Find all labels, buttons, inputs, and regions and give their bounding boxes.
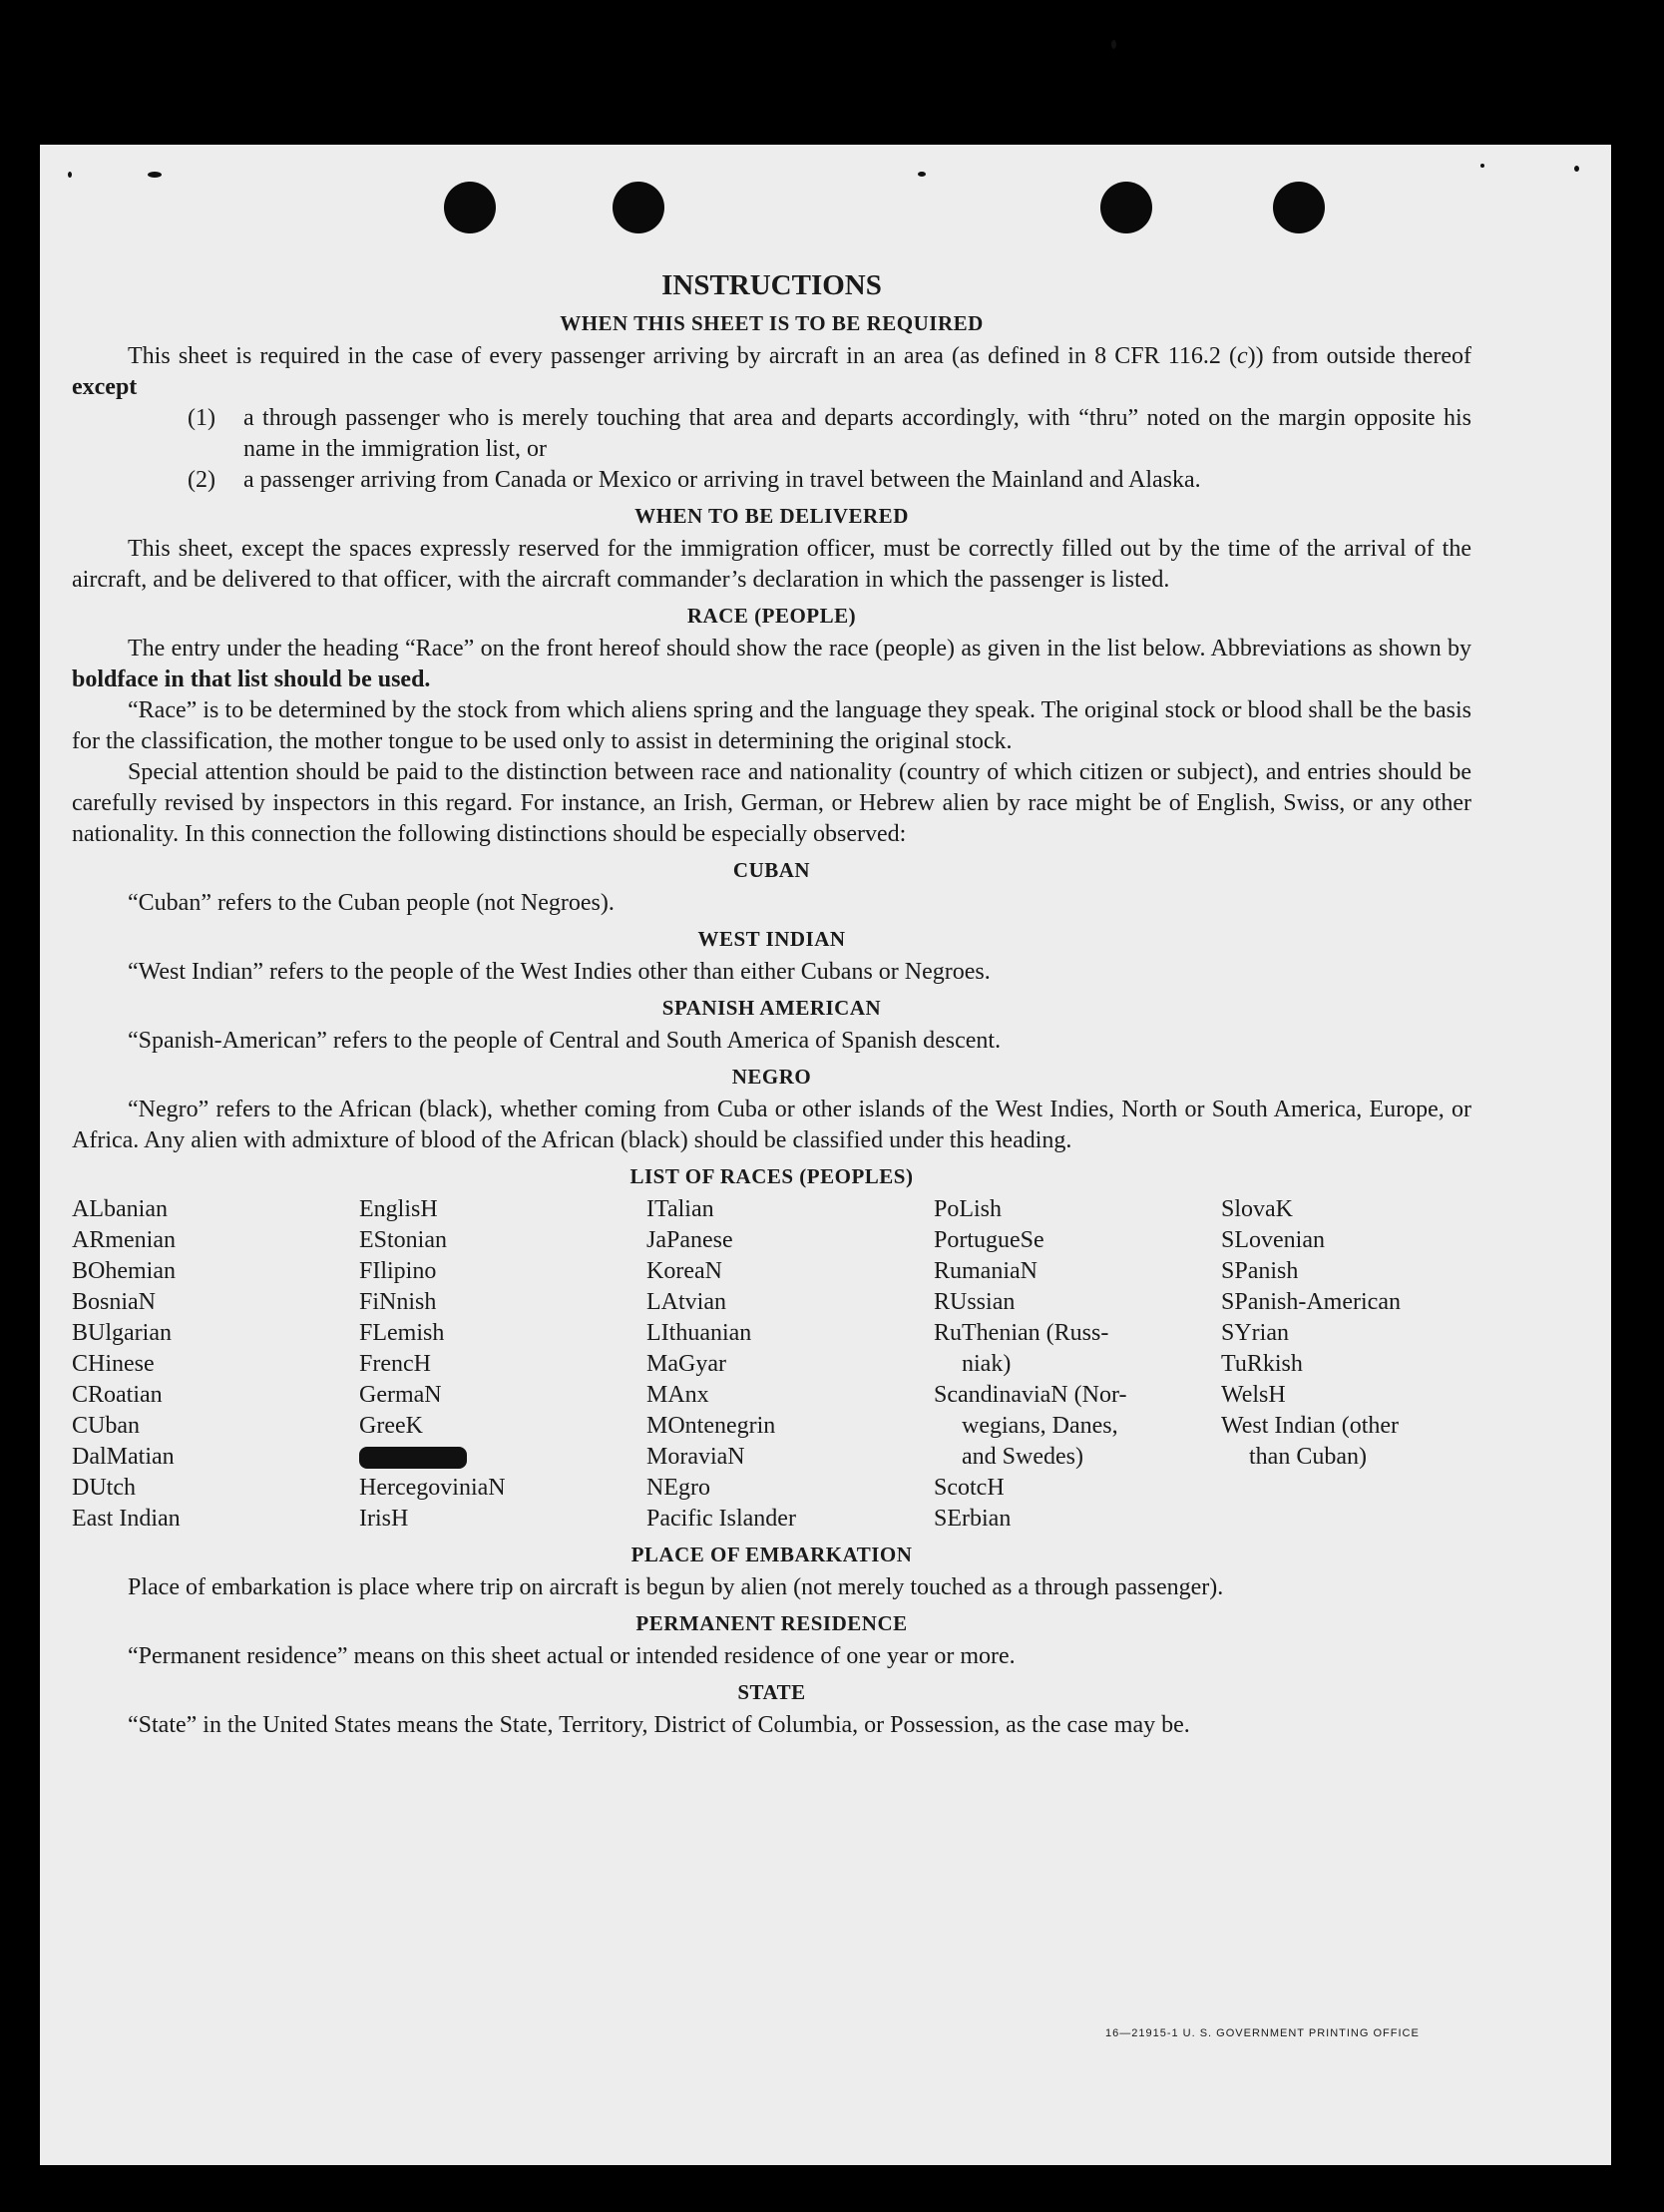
race-item: niak)	[962, 1351, 1012, 1377]
race-item: RUssian	[934, 1289, 1016, 1315]
race-item: EStonian	[359, 1227, 447, 1253]
negro-text: “Negro” refers to the African (black), whether coming from Cuba or other islands of the West Indies, North or South America, Europe, or Africa. Any alien with admixture of blood of the African (black) should be classified under this heading.	[72, 1097, 1471, 1153]
race-column-3	[646, 1194, 934, 1535]
race-list	[72, 1194, 1471, 1535]
race-item: FIlipino	[359, 1258, 437, 1284]
race-paragraph-1: The entry under the heading “Race” on the front hereof should show the race (people) as given in the list below. Abbreviations as shown by boldface in that list should be used.	[72, 636, 1471, 692]
embarkation-text: Place of embarkation is place where trip on aircraft is begun by alien (not merely touched as a through passenger).	[128, 1574, 1224, 1600]
spanish-american-text: “Spanish-American” refers to the people of Central and South America of Spanish descent.	[128, 1028, 1002, 1054]
speck	[1574, 166, 1579, 172]
race-item: CUban	[72, 1413, 140, 1439]
section-heading-state: STATE	[737, 1680, 806, 1704]
race-column-2	[359, 1194, 646, 1535]
race-item: RumaniaN	[934, 1258, 1038, 1284]
speck	[148, 172, 162, 178]
required-intro: This sheet is required in the case of every passenger arriving by aircraft in an area (as defined in 8 CFR 116.2 (c)) from outside thereof except	[72, 343, 1472, 400]
section-heading-required: WHEN THIS SHEET IS TO BE REQUIRED	[560, 311, 984, 335]
race-item: PoLish	[934, 1196, 1003, 1222]
race-item: East Indian	[72, 1506, 181, 1532]
race-item: LIthuanian	[646, 1320, 752, 1346]
section-heading-race-list: LIST OF RACES (PEOPLES)	[629, 1164, 914, 1188]
race-item: WelsH	[1221, 1382, 1286, 1408]
race-column-5	[1221, 1194, 1470, 1535]
race-item: Pacific Islander	[646, 1506, 796, 1532]
race-item: ARmenian	[72, 1227, 176, 1253]
race-item: FLemish	[359, 1320, 445, 1346]
race-item: HercegoviniaN	[359, 1475, 506, 1501]
section-heading-residence: PERMANENT RESIDENCE	[635, 1611, 908, 1635]
race-item: CRoatian	[72, 1382, 163, 1408]
race-item: IrisH	[359, 1506, 409, 1532]
section-heading-spanish-american: SPANISH AMERICAN	[661, 996, 882, 1020]
race-item: ALbanian	[72, 1196, 168, 1222]
section-heading-cuban: CUBAN	[732, 858, 811, 882]
race-item: MoraviaN	[646, 1444, 745, 1470]
race-item: ScotcH	[934, 1475, 1005, 1501]
race-item: GermaN	[359, 1382, 442, 1408]
race-item: and Swedes)	[962, 1444, 1083, 1470]
race-paragraph-3: Special attention should be paid to the distinction between race and nationality (country of which citizen or subject), and entries should be carefully revised by inspectors in this regard. For instance, an Irish, German, or Hebrew alien by race might be of English, Swiss, or any other nationality. In this connection the following distinctions should be especially observed:	[72, 759, 1471, 847]
race-item: TuRkish	[1221, 1351, 1303, 1377]
race-column-1	[72, 1194, 359, 1535]
race-item: than Cuban)	[1249, 1444, 1367, 1470]
exception-item-1: (1) a through passenger who is merely touching that area and departs accordingly, with “thru” noted on the margin opposite his name in the immigration list, or	[188, 405, 1471, 462]
race-item: SlovaK	[1221, 1196, 1293, 1222]
race-item: MOntenegrin	[646, 1413, 776, 1439]
west-indian-text: “West Indian” refers to the people of the West Indies other than either Cubans or Negroes.	[128, 959, 991, 985]
race-item: BosniaN	[72, 1289, 156, 1315]
section-heading-race: RACE (PEOPLE)	[686, 604, 857, 628]
race-item: MAnx	[646, 1382, 709, 1408]
punch-hole-1	[444, 182, 496, 233]
race-item: SPanish-American	[1221, 1289, 1401, 1315]
punch-hole-3	[1100, 182, 1152, 233]
section-heading-west-indian: WEST INDIAN	[697, 927, 846, 951]
race-item: SErbian	[934, 1506, 1012, 1532]
race-item: SLovenian	[1221, 1227, 1325, 1253]
race-item: EnglisH	[359, 1196, 438, 1222]
punch-hole-2	[613, 182, 664, 233]
speck	[1111, 40, 1116, 49]
race-item: RuThenian (Russ-	[934, 1320, 1109, 1346]
race-item: SYrian	[1221, 1320, 1289, 1346]
cuban-text: “Cuban” refers to the Cuban people (not Negroes).	[128, 890, 615, 916]
race-item: FiNnish	[359, 1289, 437, 1315]
race-item: FrencH	[359, 1351, 431, 1377]
speck	[68, 172, 72, 178]
section-heading-delivered: WHEN TO BE DELIVERED	[634, 504, 909, 528]
race-item: JaPanese	[646, 1227, 733, 1253]
race-item: KoreaN	[646, 1258, 722, 1284]
race-item: ITalian	[646, 1196, 714, 1222]
race-paragraph-2: “Race” is to be determined by the stock from which aliens spring and the language they speak. The original stock or blood shall be the basis for the classification, the mother tongue to be used only to assist in determining the original stock.	[72, 697, 1471, 754]
race-item: LAtvian	[646, 1289, 726, 1315]
state-text: “State” in the United States means the State, Territory, District of Columbia, or Possession, as the case may be.	[128, 1712, 1190, 1738]
race-item: DUtch	[72, 1475, 136, 1501]
race-item: ScandinaviaN (Nor-	[934, 1382, 1127, 1408]
speck	[918, 172, 926, 177]
race-item: West Indian (other	[1221, 1413, 1400, 1439]
section-heading-negro: NEGRO	[731, 1065, 812, 1089]
race-column-4	[934, 1194, 1221, 1535]
section-heading-embarkation: PLACE OF EMBARKATION	[630, 1543, 913, 1566]
race-item: BOhemian	[72, 1258, 176, 1284]
delivered-text: This sheet, except the spaces expressly reserved for the immigration officer, must be correctly filled out by the time of the arrival of the aircraft, and be delivered to that officer, with the aircraft commander’s declaration in which the passenger is listed.	[72, 536, 1471, 593]
redaction-mark	[359, 1447, 467, 1469]
race-item: PortugueSe	[934, 1227, 1044, 1253]
race-item: SPanish	[1221, 1258, 1299, 1284]
residence-text: “Permanent residence” means on this sheet actual or intended residence of one year or more.	[128, 1643, 1016, 1669]
page-title: INSTRUCTIONS	[661, 269, 882, 301]
speck	[1480, 164, 1484, 168]
race-item: wegians, Danes,	[962, 1413, 1118, 1439]
race-item: CHinese	[72, 1351, 155, 1377]
race-item: GreeK	[359, 1413, 423, 1439]
instructions-content	[72, 267, 1471, 1741]
race-item: DalMatian	[72, 1444, 175, 1470]
race-item: NEgro	[646, 1475, 710, 1501]
race-item: BUlgarian	[72, 1320, 172, 1346]
race-item-redacted	[359, 1442, 646, 1473]
punch-hole-4	[1273, 182, 1325, 233]
race-item: MaGyar	[646, 1351, 726, 1377]
printer-imprint: 16—21915-1 U. S. GOVERNMENT PRINTING OFFICE	[1105, 2027, 1420, 2039]
exception-item-2: (2) a passenger arriving from Canada or Mexico or arriving in travel between the Mainland and Alaska.	[188, 467, 1201, 493]
